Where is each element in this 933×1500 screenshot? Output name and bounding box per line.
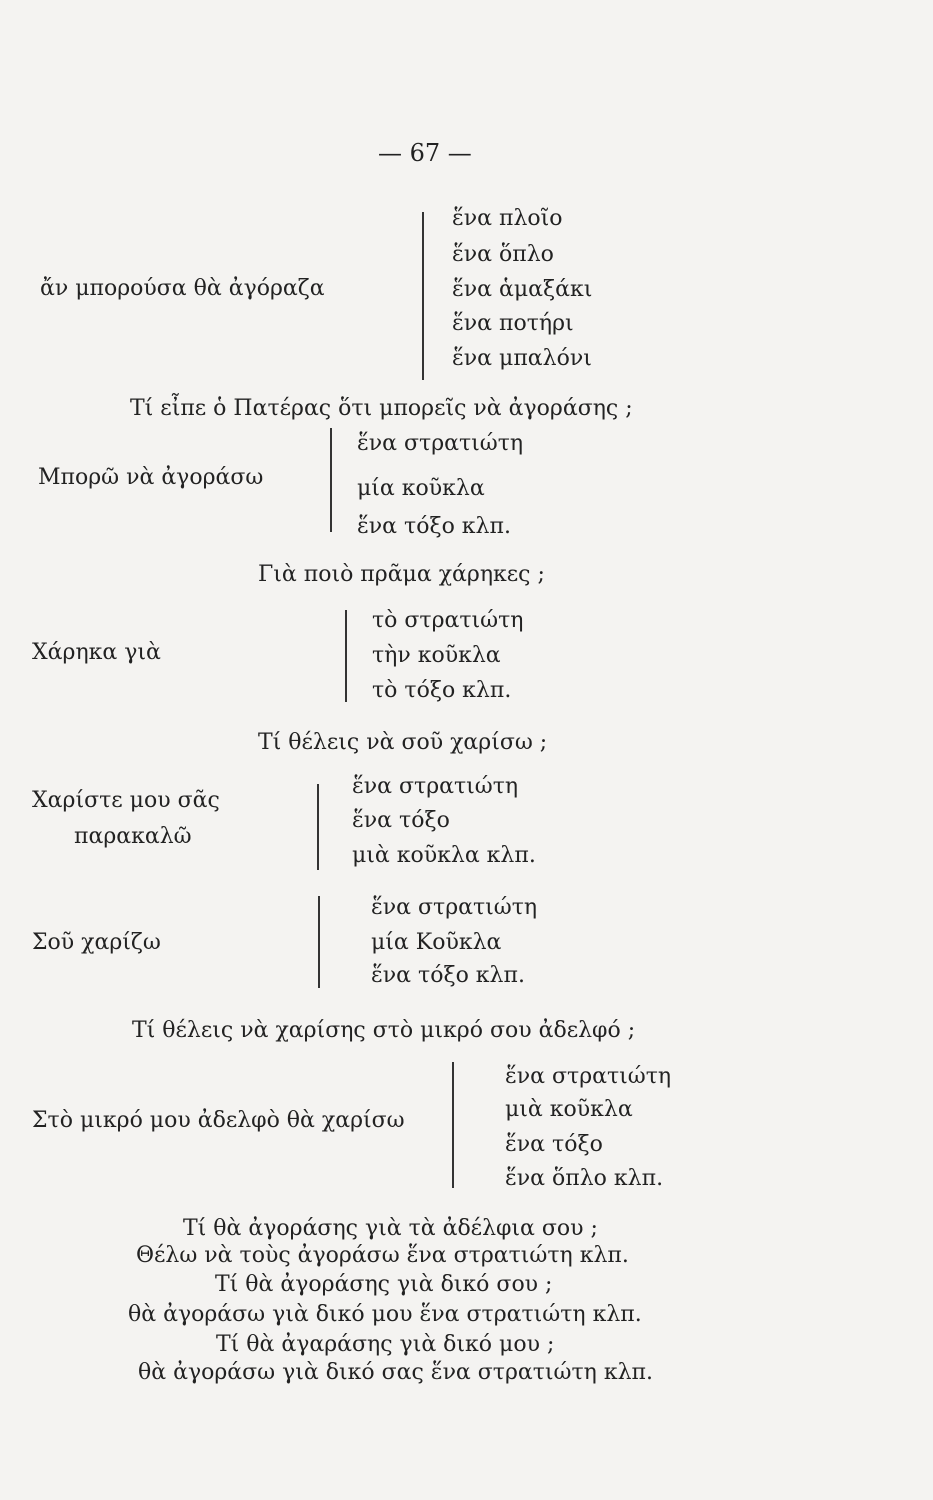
block6-brace: [452, 1062, 454, 1188]
final-line: θὰ ἀγοράσω γιὰ δικό σας ἕνα στρατιώτη κλπ.: [138, 1360, 653, 1385]
block2-item: μία κοῦκλα: [357, 476, 485, 501]
block1-lead: ἄν μπορούσα θὰ ἀγόραζα: [40, 276, 325, 301]
block6-lead: Στὸ μικρό μου ἀδελφὸ θὰ χαρίσω: [32, 1108, 405, 1133]
question-line: Γιὰ ποιὸ πρᾶμα χάρηκες ;: [258, 562, 545, 587]
block2-lead: Μπορῶ νὰ ἀγοράσω: [38, 465, 264, 490]
block1-item: ἕνα πλοῖο: [452, 206, 563, 231]
final-line: Τί θὰ ἀγαράσης γιὰ δικό μου ;: [216, 1332, 555, 1357]
block1-brace: [422, 212, 424, 380]
block2-brace: [330, 428, 332, 532]
block4-brace: [317, 784, 319, 870]
block4-lead: παρακαλῶ: [74, 824, 192, 849]
block6-item: ἕνα ὅπλο κλπ.: [505, 1166, 664, 1191]
block5-brace: [318, 896, 320, 988]
block5-item: ἕνα στρατιώτη: [371, 895, 538, 920]
block6-item: ἕνα τόξο: [505, 1132, 603, 1157]
block3-brace: [345, 610, 347, 702]
block1-item: ἕνα ποτήρι: [452, 311, 574, 336]
final-line: Τί θὰ ἀγοράσης γιὰ δικό σου ;: [215, 1272, 553, 1297]
block4-lead: Χαρίστε μου σᾶς: [32, 788, 220, 813]
block1-item: ἕνα ὅπλο: [452, 242, 554, 267]
block2-item: ἕνα στρατιώτη: [357, 431, 524, 456]
question-line: Τί θέλεις νὰ σοῦ χαρίσω ;: [258, 730, 548, 755]
block4-item: μιὰ κοῦκλα κλπ.: [352, 843, 536, 868]
block3-item: τὸ στρατιώτη: [372, 608, 524, 633]
final-line: Τί θὰ ἀγοράσης γιὰ τὰ ἀδέλφια σου ;: [183, 1216, 598, 1241]
block5-lead: Σοῦ χαρίζω: [32, 930, 161, 955]
block3-lead: Χάρηκα γιὰ: [32, 640, 161, 665]
block4-item: ἕνα στρατιώτη: [352, 774, 519, 799]
block3-item: τὴν κοῦκλα: [372, 643, 501, 668]
final-line: Θέλω νὰ τοὺς ἀγοράσω ἕνα στρατιώτη κλπ.: [136, 1243, 629, 1268]
question-line: Τί θέλεις νὰ χαρίσης στὸ μικρό σου ἀδελφό ;: [132, 1018, 636, 1043]
block5-item: μία Κοῦκλα: [371, 930, 502, 955]
block4-item: ἕνα τόξο: [352, 808, 450, 833]
block1-item: ἕνα ἁμαξάκι: [452, 277, 593, 302]
block6-item: ἕνα στρατιώτη: [505, 1064, 672, 1089]
block1-item: ἕνα μπαλόνι: [452, 346, 592, 371]
page-number: — 67 —: [378, 139, 472, 167]
block3-item: τὸ τόξο κλπ.: [372, 678, 512, 703]
final-line: θὰ ἀγοράσω γιὰ δικό μου ἕνα στρατιώτη κλπ.: [128, 1302, 642, 1327]
question-line: Τί εἶπε ὁ Πατέρας ὅτι μπορεῖς νὰ ἀγοράσης ;: [130, 396, 633, 421]
block2-item: ἕνα τόξο κλπ.: [357, 514, 511, 539]
block5-item: ἕνα τόξο κλπ.: [371, 963, 525, 988]
block6-item: μιὰ κοῦκλα: [505, 1097, 633, 1122]
